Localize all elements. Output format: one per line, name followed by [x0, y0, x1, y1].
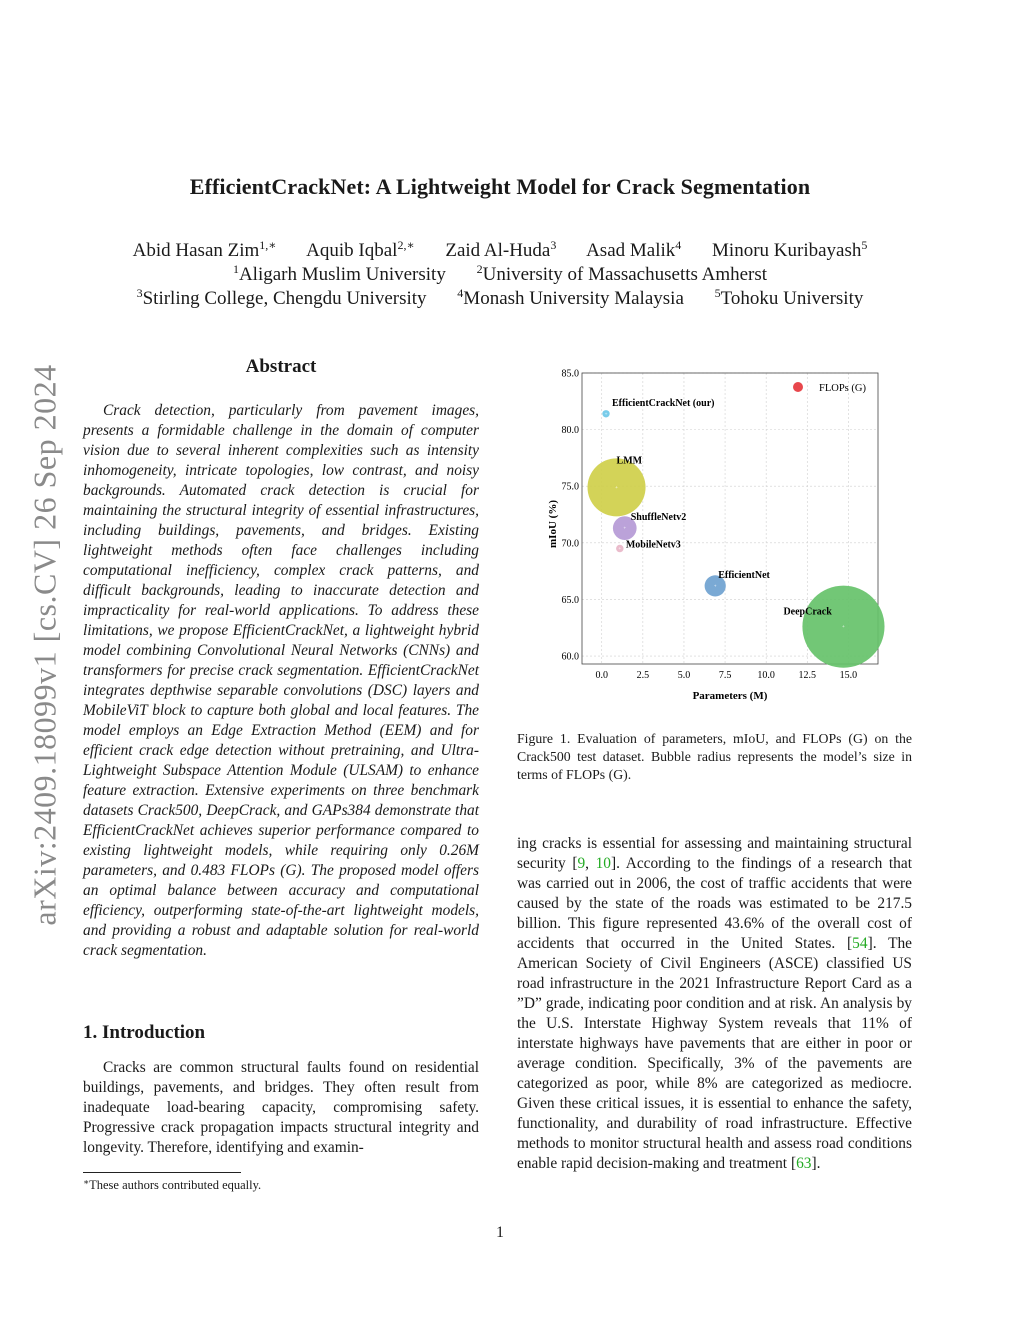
footnote-divider	[83, 1172, 241, 1173]
affiliation-mark: 2	[476, 262, 483, 276]
author-name: Aquib Iqbal	[306, 240, 398, 261]
intro-text	[83, 1058, 479, 1158]
x-tick-label: 10.0	[757, 670, 775, 681]
citation-bracket: ]	[867, 935, 873, 952]
intro-continued-paragraph	[517, 834, 912, 1174]
footnote-mark: ∗	[83, 1177, 90, 1187]
bubble-label: EfficientCrackNet (our)	[612, 397, 715, 409]
affiliation-name: Stirling College, Chengdu University	[142, 288, 427, 309]
bubble-label: DeepCrack	[783, 606, 832, 618]
bubble-center-mark: +	[604, 412, 608, 418]
author-name: Abid Hasan Zim	[132, 240, 260, 261]
affiliation-line	[0, 264, 1000, 286]
footnote	[83, 1178, 261, 1193]
text-run: . According to the findings of a research that was carried out in 2006, the cost of traffic accidents that were caused by the state of the roads was estimated to be 217.5 billion. This figure represented 43.6% of the overall cost of accidents that occurred in the United States.	[517, 855, 912, 952]
text-run: . The American Society of Civil Engineers (ASCE) classified US road infrastructure in the 2021 Infrastructure Report Card as a ”D” grade, indicating poor condition and at risk. An analysis by the U.S. Interstate Highway System reveals that 11% of interstate highways have pavements that are either in poor or average condition. Specifically, 3% of the pavements are categorized as poor, while 8% are categorized as mediocre. Given these critical issues, it is essential to enhance the safety, functionality, and durability of road infrastructure. Effective methods to monitor structural health and assess road conditions enable rapid decision-making and treatment	[517, 935, 912, 1172]
abstract-text	[83, 401, 479, 961]
bubble-label: EfficientNet	[718, 569, 770, 581]
affiliation-mark: 4	[457, 286, 464, 300]
bubble-center-mark: +	[842, 625, 845, 631]
author-mark: 3	[550, 238, 557, 252]
author-mark: 4	[675, 238, 682, 252]
citation-bracket: [	[847, 935, 853, 952]
author-name: Asad Malik	[586, 240, 676, 261]
text-run: .	[816, 1155, 821, 1172]
y-tick-label: 80.0	[561, 425, 579, 437]
bubble-center-mark: +	[623, 526, 627, 532]
affiliation-name: University of Massachusetts Amherst	[482, 264, 768, 285]
affiliation-mark: 3	[136, 286, 143, 300]
author-name: Minoru Kuribayash	[712, 240, 862, 261]
citation-bracket: [	[790, 1155, 797, 1172]
y-tick-label: 75.0	[561, 481, 579, 493]
author-mark: 5	[861, 238, 868, 252]
bubble-label: ShuffleNetv2	[630, 512, 687, 524]
arxiv-identifier: arXiv:2409.18099v1 [cs.CV] 26 Sep 2024	[26, 364, 63, 926]
bubble-center-mark: +	[618, 547, 622, 553]
x-tick-label: 12.5	[798, 670, 817, 681]
paper-title: EfficientCrackNet: A Lightweight Model for Crack Segmentation	[189, 174, 811, 199]
x-tick-label: 5.0	[677, 670, 691, 681]
affiliation-line	[0, 288, 1000, 310]
intro-continued-text	[517, 834, 912, 1174]
legend-marker	[793, 382, 803, 392]
x-tick-label: 7.5	[718, 670, 732, 681]
citation-link[interactable]: 10	[595, 855, 611, 872]
footnote-text: These authors contributed equally.	[89, 1178, 262, 1192]
text-run: ing cracks is essential for assessing and maintaining structural security	[517, 835, 912, 872]
bubble-center-mark: +	[713, 584, 717, 590]
citation-link[interactable]: 54	[852, 935, 868, 952]
citation-separator: ,	[585, 855, 596, 872]
citation-bracket: ]	[811, 1155, 817, 1172]
citation-link[interactable]: 63	[796, 1155, 812, 1172]
bubble-center-mark: +	[615, 485, 618, 491]
abstract-paragraph: Crack detection, particularly from pavement images, presents a formidable challenge in the domain of computer vision due to several inherent complexities such as intensity inhomogeneity, intricate topologies, low contrast, and noisy backgrounds. Automated crack detection is crucial for maintaining the structural integrity of essential infrastructures, including buildings, pavements, and bridges. Existing lightweight methods often face challenges including computational inefficiency, complex crack patterns, and difficult backgrounds, leading to inaccurate detection and impracticality for real-world applications. To address these limitations, we propose EfficientCrackNet, a lightweight hybrid model combining Convolutional Neural Networks (CNNs) and transformers for precise crack segmentation. EfficientCrackNet integrates depthwise separable convolutions (DSC) layers and MobileViT block to capture both global and local features. The model employs an Edge Extraction Method (EEM) and for efficient crack edge detection without pretraining, and Ultra-Lightweight Subspace Attention Module (ULSAM) to enhance feature extraction. Extensive experiments on three benchmark datasets Crack500, DeepCrack, and GAPs384 demonstrate that EfficientCrackNet achieves superior performance compared to existing lightweight models, while requiring only 0.26M parameters, and 0.483 FLOPs (G). The proposed model offers an optimal balance between accuracy and computational efficiency, outperforming state-of-the-art lightweight models, and providing a robust and adaptable solution for real-world crack segmentation.	[83, 402, 479, 959]
page-number: 1	[496, 1224, 504, 1241]
bubble-chart	[540, 362, 885, 707]
x-tick-label: 0.0	[595, 670, 608, 681]
chart-legend	[793, 382, 866, 394]
bubble-label: LMM	[616, 455, 643, 467]
author-name: Zaid Al-Huda	[445, 240, 551, 261]
citation-bracket: ]	[610, 855, 617, 872]
citation-bracket: [	[572, 855, 578, 872]
citation-link[interactable]: 9	[577, 855, 586, 872]
abstract-heading: Abstract	[245, 356, 317, 377]
author-list	[0, 240, 1000, 262]
legend-label: FLOPs (G)	[819, 383, 866, 394]
x-tick-label: 15.0	[839, 670, 858, 681]
x-tick-label: 2.5	[636, 670, 650, 681]
y-tick-label: 85.0	[561, 368, 579, 380]
bubble-label: MobileNetv3	[625, 539, 681, 551]
affiliation-mark: 5	[714, 286, 721, 300]
y-tick-label: 65.0	[561, 594, 579, 606]
x-axis-label: Parameters (M)	[692, 690, 768, 702]
affiliation-mark: 1	[232, 262, 239, 276]
chart-points	[588, 398, 885, 668]
intro-paragraph: Cracks are common structural faults found on residential buildings, pavements, and bridges. They often result from inadequate load-bearing capacity, compromising safety. Progressive crack propagation impacts structural integrity and longevity. Therefore, identifying and examin-	[83, 1059, 479, 1156]
affiliation-name: Aligarh Muslim University	[238, 264, 446, 285]
affiliation-name: Tohoku University	[720, 288, 864, 309]
y-tick-label: 60.0	[561, 651, 579, 663]
y-tick-label: 70.0	[561, 538, 579, 550]
author-mark: 1,∗	[259, 238, 277, 252]
figure-caption: Figure 1. Evaluation of parameters, mIoU, and FLOPs (G) on the Crack500 test dataset. Bubble radius represents the model’s size in terms of FLOPs (G).	[517, 731, 912, 782]
section-heading: 1. Introduction	[83, 1022, 206, 1043]
affiliation-name: Monash University Malaysia	[463, 288, 684, 309]
y-axis-label: mIoU (%)	[547, 500, 559, 548]
author-mark: 2,∗	[397, 238, 415, 252]
